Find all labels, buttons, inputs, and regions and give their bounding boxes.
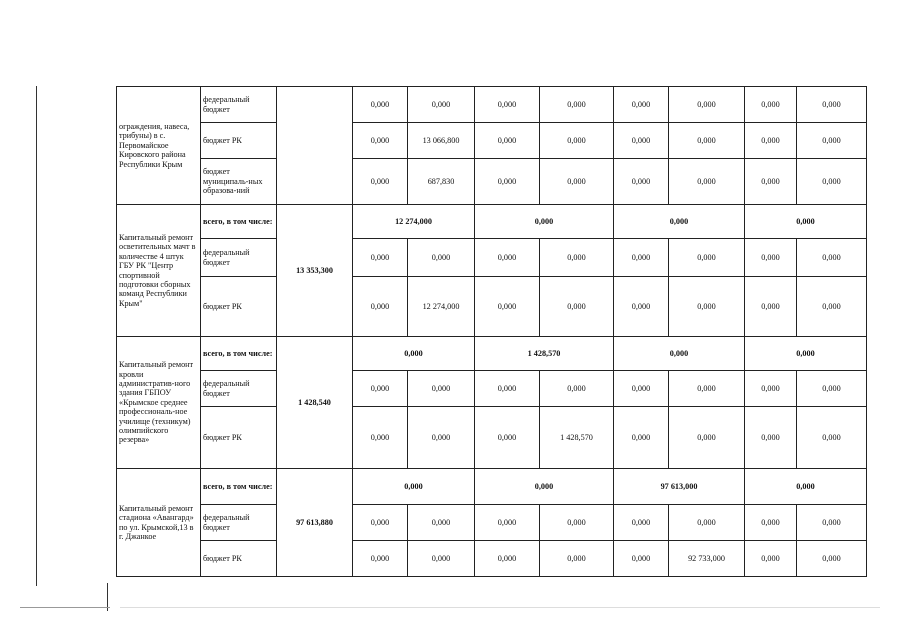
- value-cell: 0,000: [475, 541, 540, 577]
- value-cell: 0,000: [797, 239, 867, 277]
- table-row: [117, 205, 867, 239]
- value-cell: 0,000: [797, 541, 867, 577]
- value-cell: 0,000: [353, 123, 408, 159]
- value-cell: 0,000: [353, 159, 408, 205]
- value-cell: 0,000: [669, 371, 745, 407]
- value-cell: 0,000: [540, 159, 614, 205]
- value-cell: 0,000: [797, 505, 867, 541]
- value-cell: 0,000: [408, 87, 475, 123]
- value-cell: 0,000: [540, 123, 614, 159]
- summary-cell: 0,000: [745, 469, 867, 505]
- source-label: федеральный бюджет: [201, 239, 277, 277]
- value-cell: 0,000: [745, 407, 797, 469]
- value-cell: 0,000: [614, 277, 669, 337]
- source-label: бюджет РК: [201, 277, 277, 337]
- total-cell: [277, 87, 353, 205]
- value-cell: 0,000: [353, 505, 408, 541]
- page-bottom-line: [20, 607, 110, 608]
- summary-cell: 0,000: [475, 205, 614, 239]
- summary-cell: 0,000: [745, 205, 867, 239]
- summary-cell: 0,000: [614, 205, 745, 239]
- margin-rule: [36, 86, 37, 586]
- value-cell: 0,000: [408, 371, 475, 407]
- table-row: [117, 123, 867, 159]
- section-name: Капитальный ремонт осветительных мачт в количестве 4 штук ГБУ РК "Центр спортивной подготовки сборных команд Республики Крым": [117, 205, 201, 337]
- value-cell: 0,000: [745, 371, 797, 407]
- summary-cell: 0,000: [745, 337, 867, 371]
- value-cell: 0,000: [475, 371, 540, 407]
- summary-label: всего, в том числе:: [201, 205, 277, 239]
- summary-cell: 0,000: [475, 469, 614, 505]
- summary-cell: 97 613,000: [614, 469, 745, 505]
- value-cell: 0,000: [614, 87, 669, 123]
- table-row: [117, 159, 867, 205]
- total-cell: 97 613,880: [277, 469, 353, 577]
- value-cell: 0,000: [745, 277, 797, 337]
- summary-label: всего, в том числе:: [201, 469, 277, 505]
- summary-cell: 0,000: [353, 337, 475, 371]
- value-cell: 0,000: [669, 87, 745, 123]
- value-cell: 0,000: [475, 277, 540, 337]
- value-cell: 0,000: [614, 123, 669, 159]
- value-cell: 0,000: [797, 277, 867, 337]
- value-cell: 0,000: [540, 505, 614, 541]
- value-cell: 0,000: [540, 541, 614, 577]
- value-cell: 0,000: [353, 239, 408, 277]
- table-row: [117, 337, 867, 371]
- value-cell: 0,000: [669, 159, 745, 205]
- value-cell: 0,000: [353, 371, 408, 407]
- value-cell: 0,000: [408, 407, 475, 469]
- value-cell: 0,000: [353, 87, 408, 123]
- summary-cell: 0,000: [614, 337, 745, 371]
- value-cell: 0,000: [540, 239, 614, 277]
- value-cell: 0,000: [614, 407, 669, 469]
- value-cell: 0,000: [745, 87, 797, 123]
- value-cell: 0,000: [745, 541, 797, 577]
- section-name: Капитальный ремонт кровли административ-ного здания ГБПОУ «Крымское среднее профессиональ-ное училище (техникум) олимпийского резерва»: [117, 337, 201, 469]
- source-label: бюджет РК: [201, 407, 277, 469]
- source-label: бюджет РК: [201, 541, 277, 577]
- table-row: [117, 239, 867, 277]
- value-cell: 0,000: [475, 505, 540, 541]
- value-cell: 0,000: [475, 407, 540, 469]
- summary-cell: 0,000: [353, 469, 475, 505]
- value-cell: 687,830: [408, 159, 475, 205]
- value-cell: 0,000: [614, 159, 669, 205]
- table-row: [117, 87, 867, 123]
- value-cell: 0,000: [745, 239, 797, 277]
- value-cell: 0,000: [540, 277, 614, 337]
- value-cell: 0,000: [408, 239, 475, 277]
- table-row: [117, 371, 867, 407]
- total-cell: 1 428,540: [277, 337, 353, 469]
- value-cell: 0,000: [353, 541, 408, 577]
- section-name: Капитальный ремонт стадиона «Авангард» по ул. Крымской,13 в г. Джанкое: [117, 469, 201, 577]
- table-row: [117, 277, 867, 337]
- value-cell: 0,000: [408, 541, 475, 577]
- value-cell: 0,000: [614, 239, 669, 277]
- table-row: [117, 505, 867, 541]
- summary-cell: 12 274,000: [353, 205, 475, 239]
- value-cell: 0,000: [540, 87, 614, 123]
- page-bottom-line-faint: [120, 607, 880, 608]
- source-label: федеральный бюджет: [201, 371, 277, 407]
- value-cell: 0,000: [669, 407, 745, 469]
- budget-table: [116, 86, 867, 577]
- section-name: ограждения, навеса, трибуны) в с. Первомайское Кировского района Республики Крым: [117, 87, 201, 205]
- source-label: бюджет РК: [201, 123, 277, 159]
- value-cell: 0,000: [797, 87, 867, 123]
- value-cell: 0,000: [614, 541, 669, 577]
- value-cell: 0,000: [797, 159, 867, 205]
- source-label: бюджет муниципаль-ных образова-ний: [201, 159, 277, 205]
- value-cell: 0,000: [614, 505, 669, 541]
- value-cell: 0,000: [475, 239, 540, 277]
- value-cell: 0,000: [475, 87, 540, 123]
- value-cell: 0,000: [353, 407, 408, 469]
- value-cell: 0,000: [475, 159, 540, 205]
- table-row: [117, 407, 867, 469]
- value-cell: 0,000: [745, 159, 797, 205]
- value-cell: 0,000: [797, 371, 867, 407]
- value-cell: 12 274,000: [408, 277, 475, 337]
- value-cell: 0,000: [669, 239, 745, 277]
- table-row: [117, 469, 867, 505]
- value-cell: 0,000: [408, 505, 475, 541]
- value-cell: 0,000: [745, 505, 797, 541]
- value-cell: 0,000: [669, 505, 745, 541]
- value-cell: 0,000: [669, 277, 745, 337]
- value-cell: 0,000: [797, 123, 867, 159]
- value-cell: 1 428,570: [540, 407, 614, 469]
- table-row: [117, 541, 867, 577]
- value-cell: 13 066,800: [408, 123, 475, 159]
- summary-cell: 1 428,570: [475, 337, 614, 371]
- source-label: федеральный бюджет: [201, 87, 277, 123]
- value-cell: 0,000: [614, 371, 669, 407]
- value-cell: 0,000: [669, 123, 745, 159]
- total-cell: 13 353,300: [277, 205, 353, 337]
- value-cell: 0,000: [745, 123, 797, 159]
- value-cell: 92 733,000: [669, 541, 745, 577]
- value-cell: 0,000: [797, 407, 867, 469]
- value-cell: 0,000: [353, 277, 408, 337]
- summary-label: всего, в том числе:: [201, 337, 277, 371]
- source-label: федеральный бюджет: [201, 505, 277, 541]
- value-cell: 0,000: [475, 123, 540, 159]
- value-cell: 0,000: [540, 371, 614, 407]
